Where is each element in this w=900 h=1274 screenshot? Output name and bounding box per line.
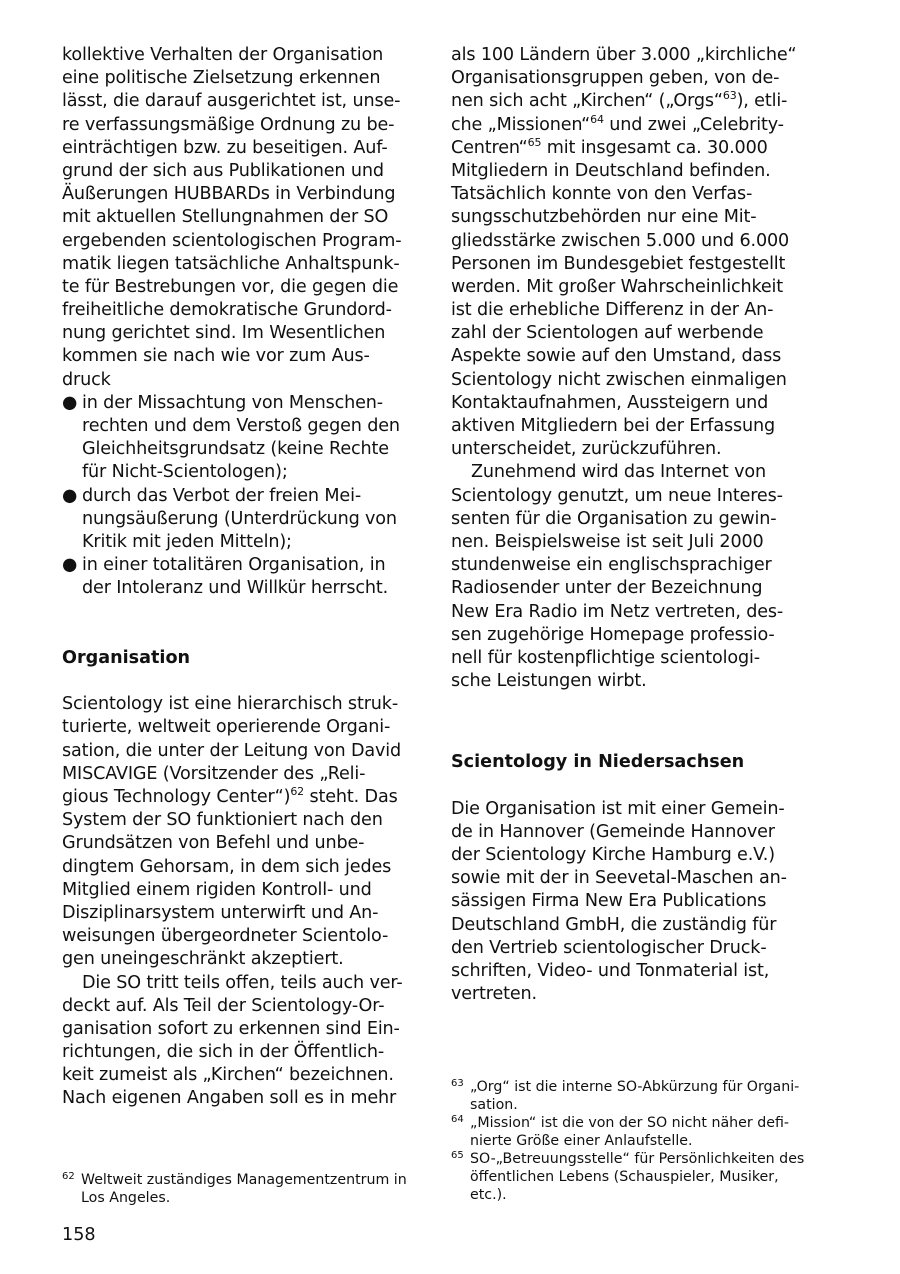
- text-line: eine politische Zielsetzung erkennen: [62, 68, 381, 89]
- text-line: einträchtigen bzw. zu beseitigen. Auf-: [62, 137, 388, 158]
- text-line: Tatsächlich konnte von den Verfas-: [451, 184, 753, 205]
- list-item: [62, 392, 416, 485]
- text-segment: Centren“: [451, 137, 528, 158]
- footnote-number: 65: [451, 1150, 464, 1161]
- text-line: Personen im Bundesgebiet festgestellt: [451, 253, 786, 274]
- text-line: matik liegen tatsächliche Anhaltspunk-: [62, 253, 400, 274]
- footnote-number: 64: [451, 1114, 464, 1125]
- text-line: sowie mit der in Seevetal-Maschen an-: [451, 868, 787, 889]
- text-line: [451, 114, 807, 137]
- text-line: lässt, die darauf ausgerichtet ist, unse-: [62, 91, 401, 112]
- bullet-text: für Nicht-Scientologen);: [82, 462, 288, 483]
- footnote-text: Weltweit zuständiges Managementzentrum in: [81, 1172, 407, 1188]
- text-line: sässigen Firma New Era Publications: [451, 891, 767, 912]
- text-line: Grundsätzen von Befehl und unbe-: [62, 833, 365, 854]
- text-segment: gious Technology Center“): [62, 787, 291, 807]
- footnote-64: [451, 1114, 807, 1150]
- text-line: dingtem Gehorsam, in dem sich jedes: [62, 856, 392, 877]
- internet-paragraph: [451, 461, 807, 693]
- bullet-text: rechten und dem Verstoß gegen den: [82, 416, 400, 436]
- bullet-icon: ●: [62, 392, 78, 413]
- bullet-icon: ●: [62, 485, 78, 506]
- text-line: re verfassungsmäßige Ordnung zu be-: [62, 114, 395, 135]
- text-line: aktiven Mitgliedern bei der Erfassung: [451, 416, 775, 436]
- footnote-number: 63: [451, 1078, 464, 1089]
- text-line: Zunehmend wird das Internet von: [471, 462, 767, 483]
- text-line: werden. Mit großer Wahrscheinlichkeit: [451, 276, 784, 297]
- text-line: ist die erhebliche Differenz in der An-: [451, 300, 774, 321]
- text-line: stundenweise ein englischsprachiger: [451, 555, 772, 576]
- bullet-text: in der Missachtung von Menschen-: [82, 392, 384, 413]
- text-segment: nen sich acht „Kirchen“ („Orgs“: [451, 91, 723, 112]
- list-item: [62, 485, 416, 555]
- footnote-text: etc.).: [470, 1187, 507, 1203]
- intro-paragraph: [62, 44, 416, 392]
- text-line: Disziplinarsystem unterwirft und An-: [62, 902, 379, 923]
- text-segment: mit insgesamt ca. 30.000: [541, 137, 768, 158]
- text-line: gen uneingeschränkt akzeptiert.: [62, 949, 344, 970]
- organisation-paragraph-2: [62, 972, 416, 1111]
- footnotes-right: [451, 1078, 807, 1204]
- bullet-text: nungsäußerung (Unterdrückung von: [82, 508, 397, 529]
- text-line: sation, die unter der Leitung von David: [62, 740, 402, 761]
- text-line: zahl der Scientologen auf werbende: [451, 323, 764, 344]
- text-line: Mitgliedern in Deutschland befinden.: [451, 160, 771, 181]
- footnote-text: sation.: [470, 1097, 518, 1113]
- bullet-text: Gleichheitsgrundsatz (keine Rechte: [82, 439, 389, 460]
- text-line: kollektive Verhalten der Organisation: [62, 45, 384, 65]
- footnote-text: „Org“ ist die interne SO-Abkürzung für Organi-: [470, 1079, 800, 1095]
- text-line: nell für kostenpflichtige scientologi-: [451, 647, 760, 668]
- text-line: Aspekte sowie auf den Umstand, dass: [451, 346, 782, 367]
- bullet-icon: ●: [62, 555, 78, 576]
- text-line: kommen sie nach wie vor zum Aus-: [62, 346, 370, 367]
- footnote-62: [62, 1171, 416, 1207]
- footnote-65: [451, 1150, 807, 1204]
- text-line: [451, 90, 807, 113]
- footnote-text: nierte Größe einer Anlaufstelle.: [470, 1133, 693, 1149]
- text-line: New Era Radio im Netz vertreten, des-: [451, 601, 784, 622]
- text-line: deckt auf. Als Teil der Scientology-Or-: [62, 995, 385, 1016]
- footnote-ref-62: 62: [290, 785, 305, 798]
- list-item: [62, 554, 416, 600]
- section-heading-organisation: Organisation: [62, 647, 191, 668]
- text-line: ergebenden scientologischen Program-: [62, 230, 402, 251]
- text-line: freiheitliche demokratische Grundord-: [62, 300, 392, 321]
- bullet-text: Kritik mit jeden Mitteln);: [82, 531, 292, 552]
- text-line: Scientology genutzt, um neue Interes-: [451, 485, 783, 506]
- footnote-text: öffentlichen Lebens (Schauspieler, Musiker,: [470, 1169, 779, 1185]
- text-line: Kontaktaufnahmen, Aussteigern und: [451, 392, 769, 413]
- footnote-text: Los Angeles.: [81, 1190, 171, 1206]
- text-line: nung gerichtet sind. Im Wesentlichen: [62, 323, 386, 344]
- text-line: der Scientology Kirche Hamburg e.V.): [451, 844, 775, 865]
- text-line: Radiosender unter der Bezeichnung: [451, 578, 763, 599]
- footnote-ref-63: 63: [722, 89, 737, 103]
- text-line: keit zumeist als „Kirchen“ bezeichnen.: [62, 1065, 394, 1086]
- text-line: richtungen, die sich in der Öffentlich-: [62, 1042, 385, 1063]
- text-line: Äußerungen HUBBARDs in Verbindung: [62, 184, 396, 205]
- left-column: [62, 44, 416, 1111]
- text-line: Scientology nicht zwischen einmaligen: [451, 369, 787, 390]
- text-line: sen zugehörige Homepage professio-: [451, 624, 775, 645]
- text-line: Organisationsgruppen geben, von de-: [451, 68, 780, 89]
- text-line: Deutschland GmbH, die zuständig für: [451, 914, 777, 935]
- text-line: [62, 786, 416, 809]
- footnote-text: SO-„Betreuungsstelle“ für Persönlichkeiten des: [470, 1151, 805, 1167]
- text-line: turierte, weltweit operierende Organi-: [62, 717, 391, 738]
- bullet-text: durch das Verbot der freien Mei-: [82, 485, 362, 506]
- bullet-text: in einer totalitären Organisation, in: [82, 555, 386, 576]
- page-number: 158: [62, 1225, 96, 1245]
- text-line: senten für die Organisation zu gewin-: [451, 508, 777, 529]
- text-line: sche Leistungen wirbt.: [451, 671, 647, 692]
- text-line: nen. Beispielsweise ist seit Juli 2000: [451, 531, 764, 552]
- right-column: [451, 44, 807, 1006]
- text-line: ganisation sofort zu erkennen sind Ein-: [62, 1018, 400, 1039]
- organisation-paragraph-1: [62, 693, 416, 971]
- text-segment: und zwei „Celebrity-: [603, 114, 784, 135]
- text-line: als 100 Ländern über 3.000 „kirchliche“: [451, 45, 797, 65]
- text-line: druck: [62, 369, 111, 390]
- text-line: den Vertrieb scientologischer Druck-: [451, 937, 767, 958]
- footnote-ref-65: 65: [527, 135, 542, 149]
- footnote-ref-64: 64: [590, 112, 604, 126]
- text-segment: steht. Das: [304, 787, 398, 807]
- bullet-list: [62, 392, 416, 601]
- text-line: Mitglied einem rigiden Kontroll- und: [62, 879, 372, 900]
- footnote-number: 62: [62, 1171, 75, 1182]
- continued-paragraph: [451, 44, 807, 461]
- text-line: Scientology ist eine hierarchisch struk-: [62, 694, 399, 715]
- text-line: weisungen übergeordneter Scientolo-: [62, 926, 389, 947]
- text-line: Die Organisation ist mit einer Gemein-: [451, 798, 785, 819]
- text-line: de in Hannover (Gemeinde Hannover: [451, 821, 775, 842]
- footnote-text: „Mission“ ist die von der SO nicht näher defi-: [470, 1115, 790, 1131]
- text-line: Die SO tritt teils offen, teils auch ver-: [82, 972, 403, 993]
- text-line: MISCAVIGE (Vorsitzender des „Reli-: [62, 763, 366, 784]
- text-line: schriften, Video- und Tonmaterial ist,: [451, 960, 770, 981]
- text-line: grund der sich aus Publikationen und: [62, 160, 384, 181]
- text-segment: ), etli-: [736, 91, 788, 112]
- text-line: [451, 137, 807, 160]
- text-line: mit aktuellen Stellungnahmen der SO: [62, 207, 389, 228]
- text-line: unterscheidet, zurückzuführen.: [451, 439, 722, 460]
- text-line: vertreten.: [451, 984, 538, 1005]
- niedersachsen-paragraph: [451, 798, 807, 1007]
- text-line: te für Bestrebungen vor, die gegen die: [62, 276, 399, 297]
- text-segment: che „Missionen“: [451, 114, 591, 135]
- text-line: System der SO funktioniert nach den: [62, 810, 383, 831]
- footnote-63: [451, 1078, 807, 1114]
- text-line: gliedsstärke zwischen 5.000 und 6.000: [451, 230, 790, 251]
- text-line: sungsschutzbehörden nur eine Mit-: [451, 207, 757, 228]
- section-heading-niedersachsen: Scientology in Niedersachsen: [451, 752, 745, 773]
- bullet-text: der Intoleranz und Willkür herrscht.: [82, 578, 389, 599]
- text-line: Nach eigenen Angaben soll es in mehr: [62, 1088, 397, 1109]
